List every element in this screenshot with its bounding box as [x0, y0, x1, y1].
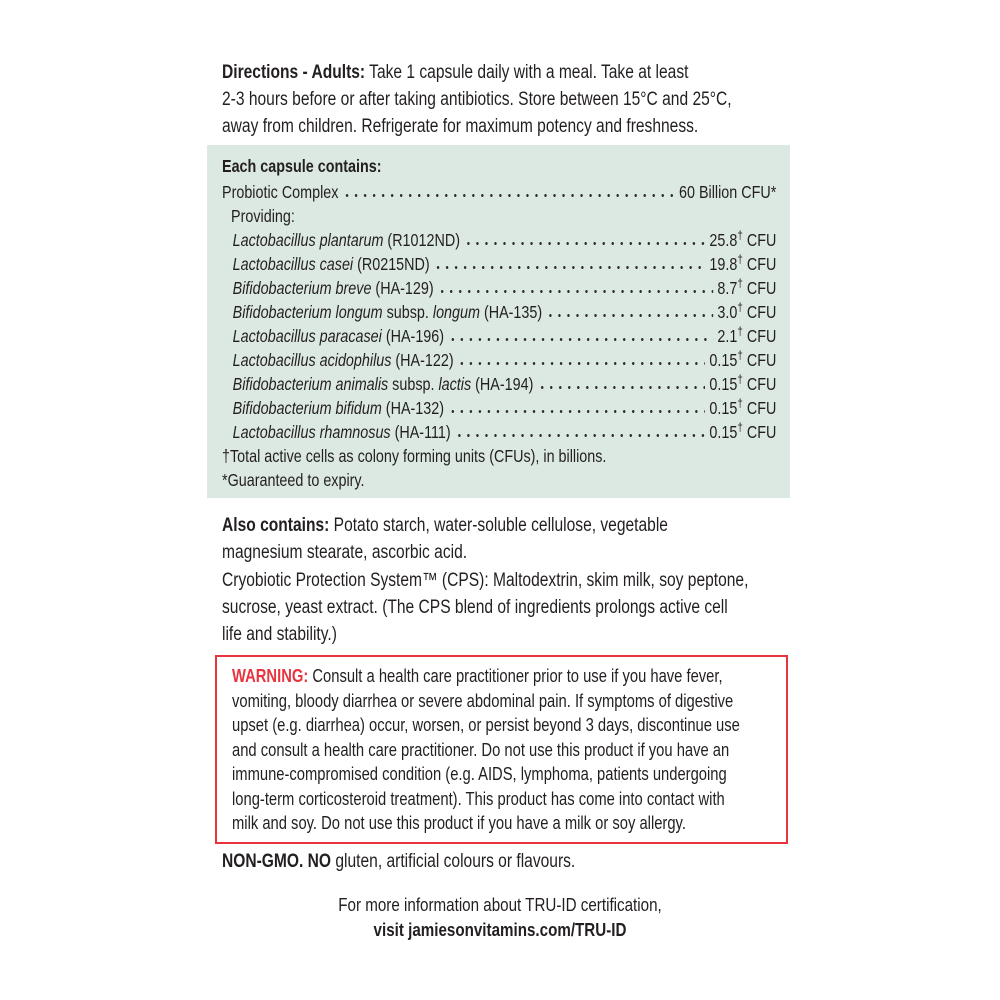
ingredient-value: 0.15† CFU	[709, 372, 777, 394]
text-line: magnesium stearate, ascorbic acid.	[222, 542, 468, 563]
text-line: upset (e.g. diarrhea) occur, worsen, or persist beyond 3 days, discontinue use	[232, 715, 740, 735]
probiotic-complex-value: 60 Billion CFU*	[679, 182, 777, 202]
ingredient-row	[233, 420, 777, 444]
ingredient-rows	[222, 228, 776, 444]
footer-url-line: visit jamiesonvitamins.com/TRU-ID	[373, 919, 627, 940]
dot-leader	[456, 348, 705, 372]
ingredient-value: 19.8† CFU	[709, 252, 777, 274]
text-line: away from children. Refrigerate for maximum potency and freshness.	[222, 116, 699, 137]
paragraph-lead: Directions - Adults:	[222, 62, 366, 83]
ingredient-value: 2.1† CFU	[717, 324, 777, 346]
non-gmo-line	[222, 848, 796, 875]
warning-box	[215, 655, 788, 844]
text-line: sucrose, yeast extract. (The CPS blend of ingredients prolongs active cell	[222, 597, 728, 618]
panel-footnotes	[222, 444, 776, 492]
footer	[90, 892, 910, 942]
paragraph-lead: NON-GMO. NO	[222, 851, 332, 872]
providing-label: Providing:	[231, 206, 295, 226]
text-line: WARNING: Consult a health care practitioner prior to use if you have fever,	[232, 666, 723, 686]
footnote-asterisk: *Guaranteed to expiry.	[222, 470, 365, 490]
dot-leader	[341, 180, 675, 204]
ingredient-name: Lactobacillus rhamnosus (HA-111)	[232, 422, 451, 442]
text-line: Cryobiotic Protection System™ (CPS): Maltodextrin, skim milk, soy peptone,	[222, 570, 749, 591]
text-line: life and stability.)	[222, 624, 337, 645]
supplement-facts-panel	[207, 145, 790, 498]
paragraph-lead: Also contains:	[222, 515, 330, 536]
ingredient-value: 0.15† CFU	[709, 348, 777, 370]
dot-leader	[453, 420, 705, 444]
ingredient-name: Lactobacillus plantarum (R1012ND)	[232, 230, 460, 250]
ingredient-value: 0.15† CFU	[709, 420, 777, 442]
ingredient-value: 3.0† CFU	[717, 300, 777, 322]
text-line: NON-GMO. NO gluten, artificial colours or flavours.	[222, 851, 576, 872]
ingredient-row	[233, 348, 777, 372]
ingredient-value: 0.15† CFU	[709, 396, 777, 418]
text-line: and consult a health care practitioner. Do not use this product if you have an	[232, 739, 730, 760]
ingredient-row	[233, 252, 777, 276]
text-line: Also contains: Potato starch, water-soluble cellulose, vegetable	[222, 515, 668, 536]
text-line: Directions - Adults: Take 1 capsule daily with a meal. Take at least	[222, 62, 689, 83]
text-line: immune-compromised condition (e.g. AIDS, lymphoma, patients undergoing	[232, 764, 727, 784]
dot-leader	[432, 252, 705, 276]
text-line: vomiting, bloody diarrhea or severe abdominal pain. If symptoms of digestive	[232, 690, 734, 711]
ingredient-row	[233, 396, 777, 420]
footer-info-line: For more information about TRU-ID certification,	[338, 894, 662, 915]
ingredient-row	[233, 300, 777, 324]
text-line: long-term corticosteroid treatment). This product has come into contact with	[232, 788, 725, 809]
ingredient-row	[233, 228, 777, 252]
ingredient-value: 8.7† CFU	[717, 276, 777, 298]
dot-leader	[462, 228, 705, 252]
also-contains-paragraph	[222, 512, 796, 566]
panel-header: Each capsule contains:	[222, 156, 382, 176]
dot-leader	[545, 300, 714, 324]
supplement-facts-content	[222, 153, 776, 492]
ingredient-row	[233, 372, 777, 396]
footnote-daggers: †Total active cells as colony forming units (CFUs), in billions.	[222, 446, 607, 466]
paragraph-lead: WARNING:	[232, 666, 309, 686]
ingredient-name: Bifidobacterium animalis subsp. lactis (HA-194)	[232, 374, 534, 394]
directions-paragraph	[222, 59, 796, 140]
ingredient-name: Lactobacillus paracasei (HA-196)	[232, 326, 445, 346]
ingredient-value: 25.8† CFU	[709, 228, 777, 250]
text-line: 2-3 hours before or after taking antibiotics. Store between 15°C and 25°C,	[222, 89, 732, 110]
ingredient-name: Bifidobacterium breve (HA-129)	[232, 278, 434, 298]
ingredient-row	[233, 324, 777, 348]
dot-leader	[436, 276, 713, 300]
probiotic-complex-name: Probiotic Complex	[222, 182, 339, 202]
text-line: milk and soy. Do not use this product if you have a milk or soy allergy.	[232, 813, 686, 833]
dot-leader	[536, 372, 706, 396]
probiotic-complex-row	[222, 180, 776, 204]
warning-paragraph	[232, 664, 776, 836]
ingredient-row	[233, 276, 777, 300]
dot-leader	[446, 396, 705, 420]
ingredient-name: Lactobacillus casei (R0215ND)	[232, 254, 430, 274]
ingredient-name: Bifidobacterium longum subsp. longum (HA-135)	[232, 302, 543, 322]
ingredient-name: Lactobacillus acidophilus (HA-122)	[232, 350, 454, 370]
cryobiotic-paragraph	[222, 567, 796, 648]
dot-leader	[447, 324, 714, 348]
ingredient-name: Bifidobacterium bifidum (HA-132)	[232, 398, 445, 418]
